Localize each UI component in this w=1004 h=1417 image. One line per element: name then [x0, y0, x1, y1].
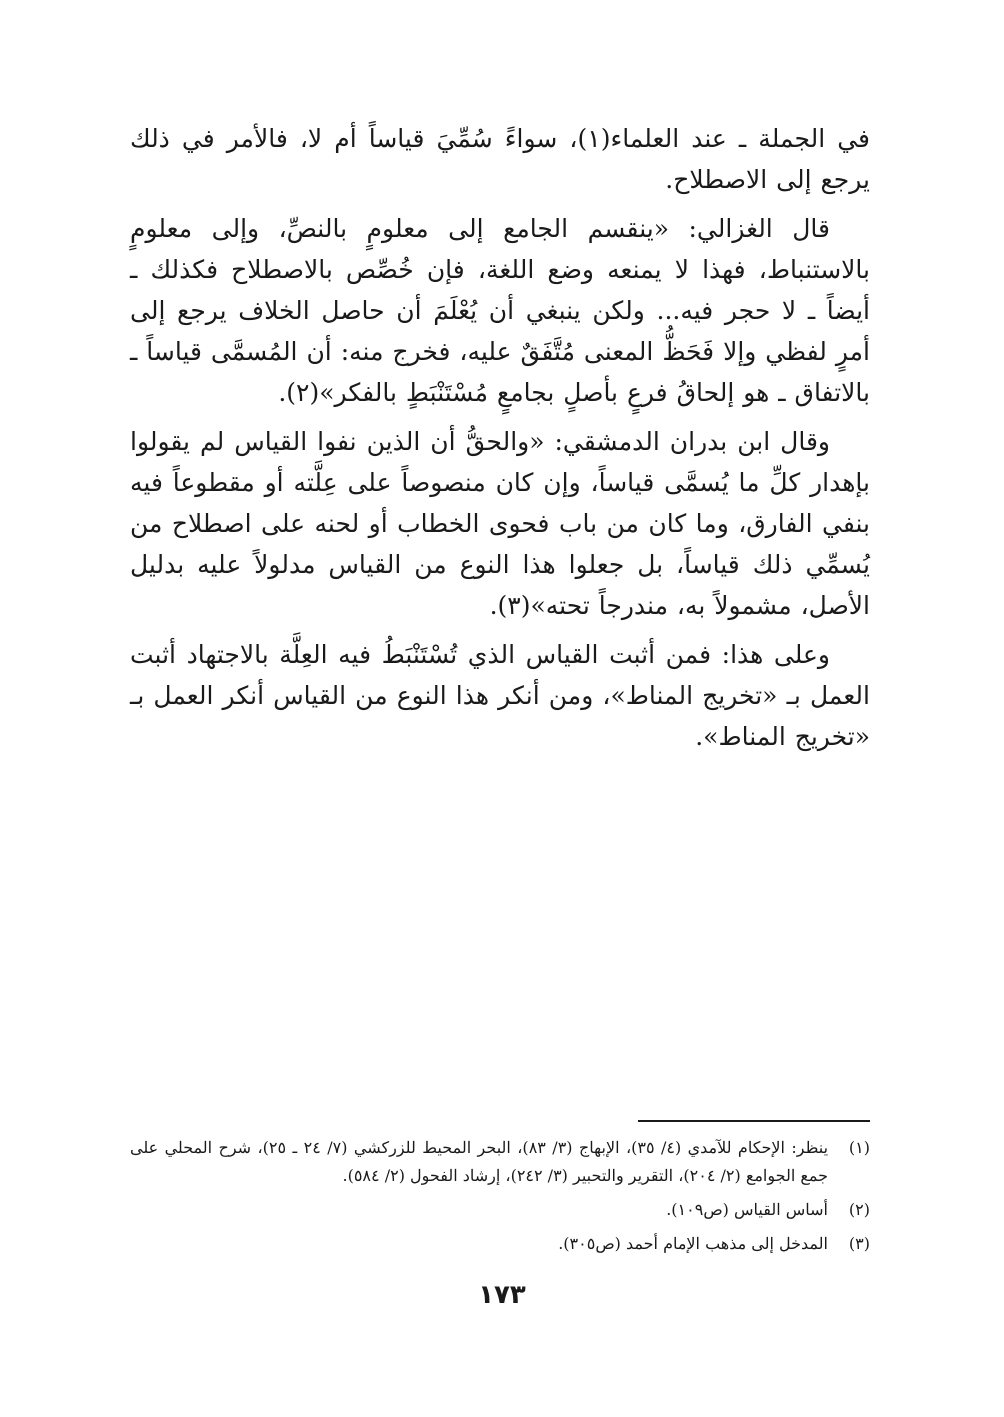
- footnote-text: ينظر: الإحكام للآمدي (٤/ ٣٥)، الإبهاج (٣/ ٨٣)، البحر المحيط للزركشي (٧/ ٢٤ ـ ٢٥)، شرح المحلي على جمع الجوامع (٢/ ٢٠٤)، التقرير والتحبير (٣/ ٢٤٢)، إرشاد الفحول (٢/ ٥٨٤).: [130, 1138, 829, 1185]
- footnote-separator: [638, 1120, 870, 1122]
- footnote-number: (٣): [848, 1234, 870, 1253]
- paragraph-1: في الجملة ـ عند العلماء(١)، سواءً سُمِّيَ قياساً أم لا، فالأمر في ذلك يرجع إلى الاصطلاح.: [130, 124, 871, 194]
- footnote-text: المدخل إلى مذهب الإمام أحمد (ص٣٠٥).: [558, 1234, 828, 1253]
- footnote-3: [130, 1230, 870, 1258]
- paragraph-2: قال الغزالي: «ينقسم الجامع إلى معلومٍ بالنصِّ، وإلى معلومٍ بالاستنباط، فهذا لا يمنعه وضع اللغة، فإن خُصِّص بالاصطلاح فكذلك ـ أيضاً ـ لا حجر فيه... ولكن ينبغي أن يُعْلَمَ أن حاصل الخلاف يرجع إلى أمرٍ لفظي وإلا فَحَظُّ المعنى مُتَّفَقٌ عليه، فخرج منه: أن المُسمَّى قياساً ـ بالاتفاق ـ هو إلحاقُ فرعٍ بأصلٍ بجامعٍ مُسْتَنْبَطٍ بالفكر»(٢).: [130, 214, 870, 407]
- footnote-number: (١): [848, 1138, 870, 1157]
- footnote-number: (٢): [848, 1200, 870, 1219]
- page-number: ١٧٣: [478, 1280, 526, 1310]
- paragraph-4: وعلى هذا: فمن أثبت القياس الذي تُسْتَنْبَطُ فيه العِلَّة بالاجتهاد أثبت العمل بـ «تخريج المناط»، ومن أنكر هذا النوع من القياس أنكر العمل بـ «تخريج المناط».: [130, 640, 870, 751]
- paragraph-3: وقال ابن بدران الدمشقي: «والحقُّ أن الذين نفوا القياس لم يقولوا بإهدار كلِّ ما يُسمَّى قياساً، وإن كان منصوصاً على عِلَّته أو مقطوعاً فيه بنفي الفارق، وما كان من باب فحوى الخطاب أو لحنه على اصطلاح من يُسمِّي ذلك قياساً، بل جعلوا هذا النوع من القياس مدلولاً عليه بدليل الأصل، مشمولاً به، مندرجاً تحته»(٣).: [130, 427, 870, 620]
- footnote-2: [130, 1196, 870, 1224]
- footnote-text: أساس القياس (ص١٠٩).: [666, 1200, 828, 1219]
- main-text: [130, 118, 870, 765]
- footnote-1: [130, 1134, 870, 1190]
- footnotes: [130, 1120, 870, 1264]
